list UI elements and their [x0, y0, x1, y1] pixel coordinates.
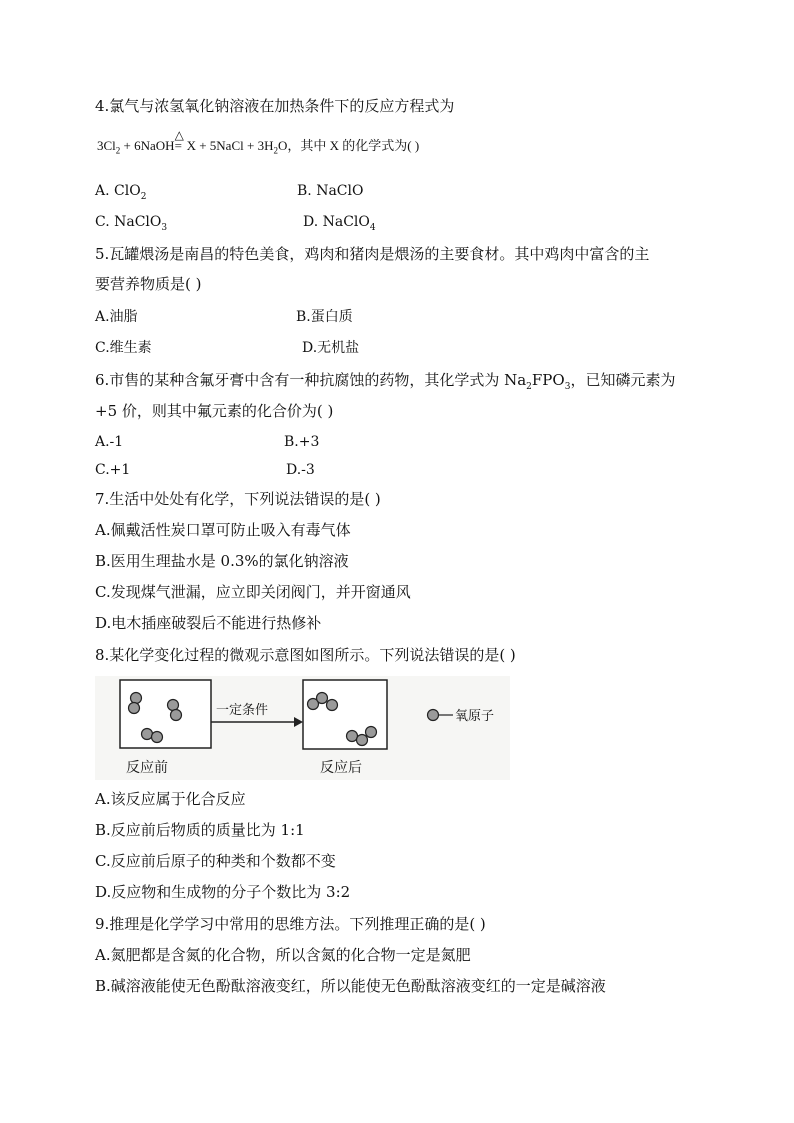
q6-option-a: A.-1	[95, 434, 124, 450]
q4-option-d: D. NaClO$_4$	[303, 214, 376, 233]
before-caption: 反应前	[126, 760, 168, 776]
oxygen-atom	[168, 700, 179, 711]
q5-option-a: A.油脂	[95, 309, 138, 325]
q4-eq-reactant-naoh: + 6NaOH	[120, 138, 175, 153]
legend-oxygen-icon	[428, 710, 439, 721]
reaction-diagram	[95, 676, 510, 780]
q5-option-b: B.蛋白质	[296, 309, 353, 325]
q9-option-a: A.氮肥都是含氮的化合物，所以含氮的化合物一定是氮肥	[95, 946, 471, 964]
q4-option-a: A. ClO$_2$	[95, 183, 147, 202]
q8-option-c: C.反应前后原子的种类和个数都不变	[95, 852, 336, 870]
q4-eq-tail: O，其中 X 的化学式为( )	[277, 138, 420, 153]
after-caption: 反应后	[320, 760, 362, 776]
q4-stem: 4.氯气与浓氢氧化钠溶液在加热条件下的反应方程式为	[95, 97, 455, 115]
q5-option-c: C.维生素	[95, 340, 152, 356]
q4-eq-sub: 2	[273, 145, 278, 156]
q8-option-b: B.反应前后物质的质量比为 1:1	[95, 821, 305, 839]
oxygen-atom	[129, 703, 140, 714]
q5-stem-line2: 要营养物质是( )	[95, 275, 202, 293]
q8-option-a: A.该反应属于化合反应	[95, 790, 246, 808]
q7-stem: 7.生活中处处有化学，下列说法错误的是( )	[95, 490, 381, 508]
oxygen-atom	[347, 731, 358, 742]
q7-option-c: C.发现煤气泄漏，应立即关闭阀门，并开窗通风	[95, 583, 411, 601]
q4-option-c: C. NaClO$_3$	[95, 214, 168, 233]
heat-symbol: △ =	[175, 138, 187, 154]
q8-stem: 8.某化学变化过程的微观示意图如图所示。下列说法错误的是( )	[95, 646, 516, 664]
oxygen-atom	[131, 693, 142, 704]
q6-option-d: D.-3	[286, 462, 315, 478]
q5-stem-line1: 5.瓦罐煨汤是南昌的特色美食，鸡肉和猪肉是煨汤的主要食材。其中鸡肉中富含的主	[95, 245, 650, 263]
q6-stem-line1: 6.市售的某种含氟牙膏中含有一种抗腐蚀的药物，其化学式为 $Na_2FPO_3$，已知磷元素为	[95, 371, 676, 392]
q6-stem-line2: +5 价，则其中氟元素的化合价为( )	[95, 402, 334, 420]
oxygen-atom	[357, 735, 368, 746]
q7-option-d: D.电木插座破裂后不能进行热修补	[95, 614, 322, 632]
q8-option-d: D.反应物和生成物的分子个数比为 3:2	[95, 883, 351, 901]
oxygen-atom	[317, 693, 328, 704]
q4-option-b: B. NaClO	[297, 183, 364, 199]
q4-eq-reactant-cl2: 3Cl	[97, 138, 116, 153]
q7-option-b: B.医用生理盐水是 0.3%的氯化钠溶液	[95, 552, 349, 570]
condition-label: 一定条件	[216, 703, 269, 718]
q4-eq-products: X + 5NaCl + 3H	[186, 138, 274, 153]
q7-option-a: A.佩戴活性炭口罩可防止吸入有毒气体	[95, 521, 351, 539]
q6-option-b: B.+3	[284, 434, 320, 450]
oxygen-atom	[142, 729, 153, 740]
q6-option-c: C.+1	[95, 462, 131, 478]
oxygen-atom	[366, 727, 377, 738]
q4-equation	[97, 135, 419, 156]
q9-stem: 9.推理是化学学习中常用的思维方法。下列推理正确的是( )	[95, 915, 486, 933]
oxygen-atom	[152, 732, 163, 743]
after-box	[303, 680, 387, 749]
reaction-diagram-svg	[95, 676, 510, 780]
q9-option-b: B.碱溶液能使无色酚酞溶液变红，所以能使无色酚酞溶液变红的一定是碱溶液	[95, 977, 606, 995]
q5-option-d: D.无机盐	[302, 340, 360, 356]
q4-eq-sub: 2	[115, 145, 121, 156]
legend-label: 氧原子	[455, 709, 495, 724]
oxygen-atom	[327, 700, 338, 711]
oxygen-atom	[171, 710, 182, 721]
